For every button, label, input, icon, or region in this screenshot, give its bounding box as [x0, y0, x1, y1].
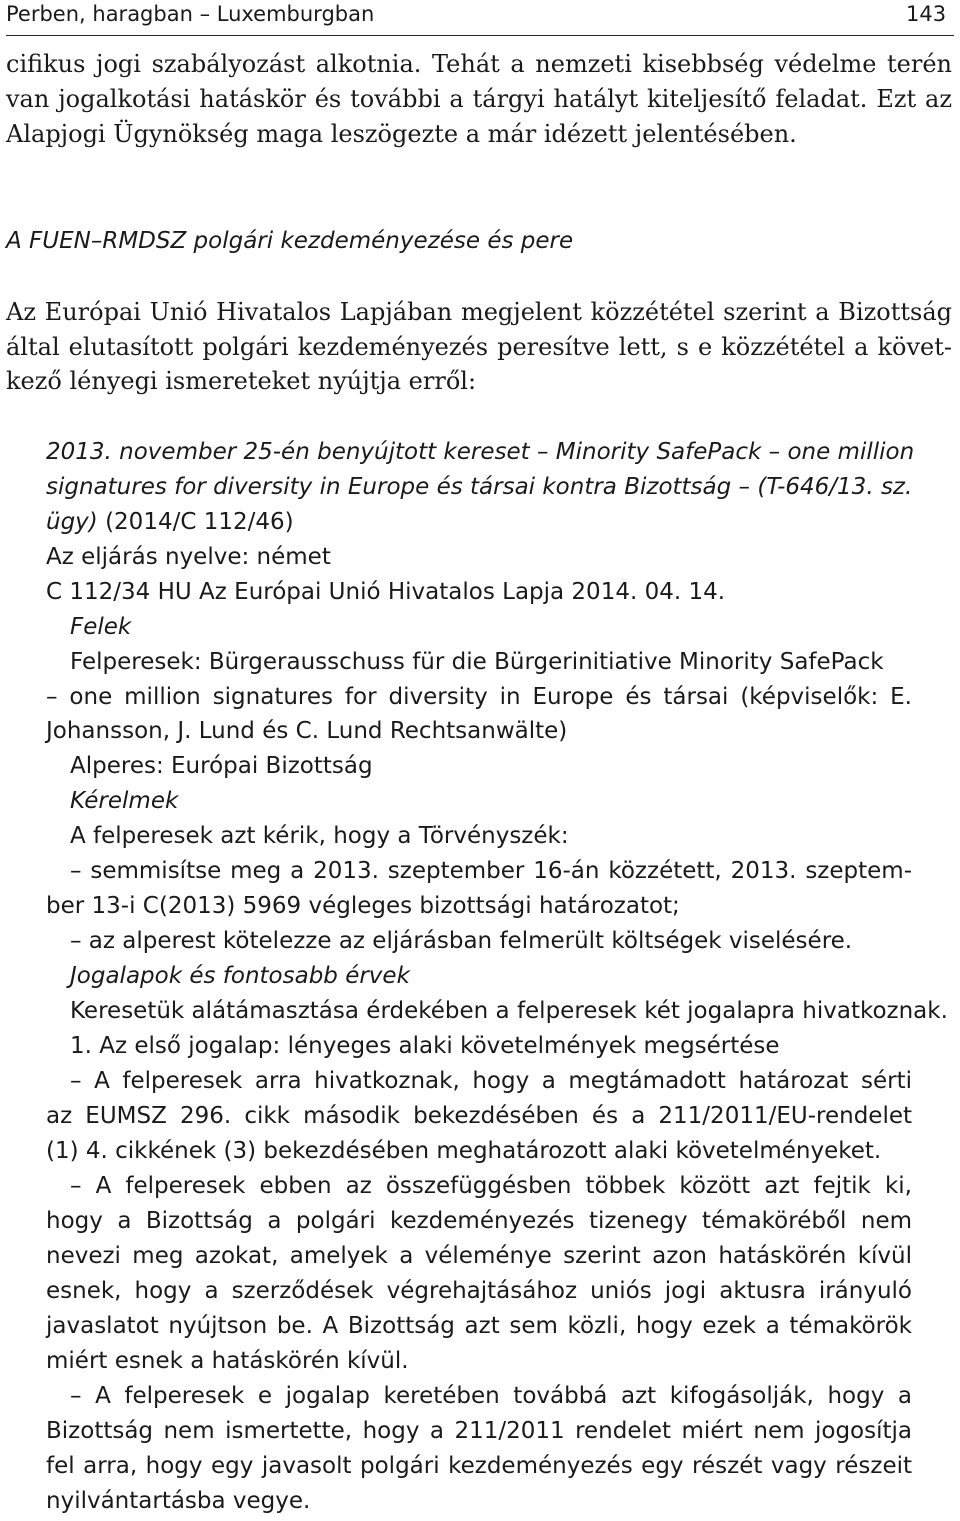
ground1-p2-line-4: esnek, hogy a szerződések végrehajtásához uniós jogi aktusra irányuló — [46, 1278, 912, 1304]
section-para-line-3: kező lényegi ismereteket nyújtja erről: — [6, 367, 477, 395]
section-para-line-1: Az Európai Unió Hivatalos Lapjában megjelent közzététel szerint a Bizottság — [6, 298, 952, 326]
grounds-intro: Keresetük alátámasztása érdekében a felperesek két jogalapra hivatkoznak. — [70, 998, 948, 1024]
case-title-line-3-italic: ügy) — [46, 509, 98, 535]
claims-heading: Kérelmek — [70, 788, 179, 814]
section-para-line-2: által elutasított polgári kezdeményezés peresítve lett, s e közzététel a követ- — [6, 333, 952, 361]
ground1-p1-line-2: az EUMSZ 296. cikk második bekezdésében és a 211/2011/EU-rendelet — [46, 1103, 912, 1129]
case-title-line-3 — [46, 505, 294, 539]
ground1-p2-line-2: hogy a Bizottság a polgári kezdeményezés tizenegy témaköréből nem — [46, 1208, 912, 1234]
ground1-p3-line-3: fel arra, hogy egy javasolt polgári kezdeményezés egy részét vagy részeit — [46, 1453, 912, 1479]
journal-reference: C 112/34 HU Az Európai Unió Hivatalos Lapja 2014. 04. 14. — [46, 579, 726, 605]
claims-line-3: – az alperest kötelezze az eljárásban felmerült költségek viselésére. — [70, 928, 853, 954]
defendant-line: Alperes: Európai Bizottság — [70, 753, 373, 779]
intro-line-2: van jogalkotási hatáskör és további a tárgyi hatályt kiteljesítő feladat. Ezt az — [6, 85, 952, 113]
ground1-p1-line-1: – A felperesek arra hivatkoznak, hogy a megtámadott határozat sérti — [70, 1068, 912, 1094]
case-title-line-2: signatures for diversity in Europe és társai kontra Bizottság – (T-646/13. sz. — [46, 474, 913, 500]
plaintiffs-line-1: Felperesek: Bürgerausschuss für die Bürgerinitiative Minority SafePack — [70, 649, 884, 675]
ground1-p3-line-1: – A felperesek e jogalap keretében továbbá azt kifogásolják, hogy a — [70, 1383, 912, 1409]
header-divider — [6, 35, 954, 36]
parties-heading: Felek — [70, 614, 132, 640]
ground1-p1-line-3: (1) 4. cikkének (3) bekezdésében meghatározott alaki követelményeket. — [46, 1138, 882, 1164]
grounds-heading: Jogalapok és fontosabb érvek — [70, 963, 410, 989]
intro-line-3: Alapjogi Ügynökség maga leszögezte a már idézett jelentésében. — [6, 120, 797, 148]
plaintiffs-line-2: – one million signatures for diversity in Europe és társai (képviselők: E. — [46, 684, 912, 710]
plaintiffs-line-3: Johansson, J. Lund és C. Lund Rechtsanwälte) — [46, 718, 568, 744]
case-title-line-3-rest: (2014/C 112/46) — [97, 509, 294, 535]
ground1-p2-line-1: – A felperesek ebben az összefüggésben többek között azt fejtik ki, — [70, 1173, 912, 1199]
case-title-line-1: 2013. november 25-én benyújtott kereset – Minority SafePack – one million — [46, 439, 915, 465]
ground1-title: 1. Az első jogalap: lényeges alaki követelmények megsértése — [70, 1033, 780, 1059]
claims-line-1: – semmisítse meg a 2013. szeptember 16-án közzétett, 2013. szeptem- — [70, 858, 912, 884]
claims-intro: A felperesek azt kérik, hogy a Törvényszék: — [70, 823, 569, 849]
intro-line-1: cifikus jogi szabályozást alkotnia. Tehát a nemzeti kisebbség védelme terén — [6, 50, 952, 78]
ground1-p2-line-5: javaslatot nyújtson be. A Bizottság azt sem közli, hogy ezek a témakörök — [46, 1313, 912, 1339]
page-number: 143 — [906, 2, 947, 26]
section-heading: A FUEN–RMDSZ polgári kezdeményezése és pere — [6, 228, 574, 254]
claims-line-2: ber 13-i C(2013) 5969 végleges bizottsági határozatot; — [46, 893, 680, 919]
ground1-p2-line-6: miért esnek a hatáskörén kívül. — [46, 1348, 409, 1374]
ground1-p3-line-2: Bizottság nem ismertette, hogy a 211/2011 rendelet miért nem jogosítja — [46, 1418, 912, 1444]
procedure-language: Az eljárás nyelve: német — [46, 544, 331, 570]
running-title: Perben, haragban – Luxemburgban — [6, 2, 375, 26]
ground1-p2-line-3: nevezi meg azokat, amelyek a véleménye szerint azon hatáskörén kívül — [46, 1243, 912, 1269]
ground1-p3-line-4: nyilvántartásba vegye. — [46, 1488, 311, 1514]
